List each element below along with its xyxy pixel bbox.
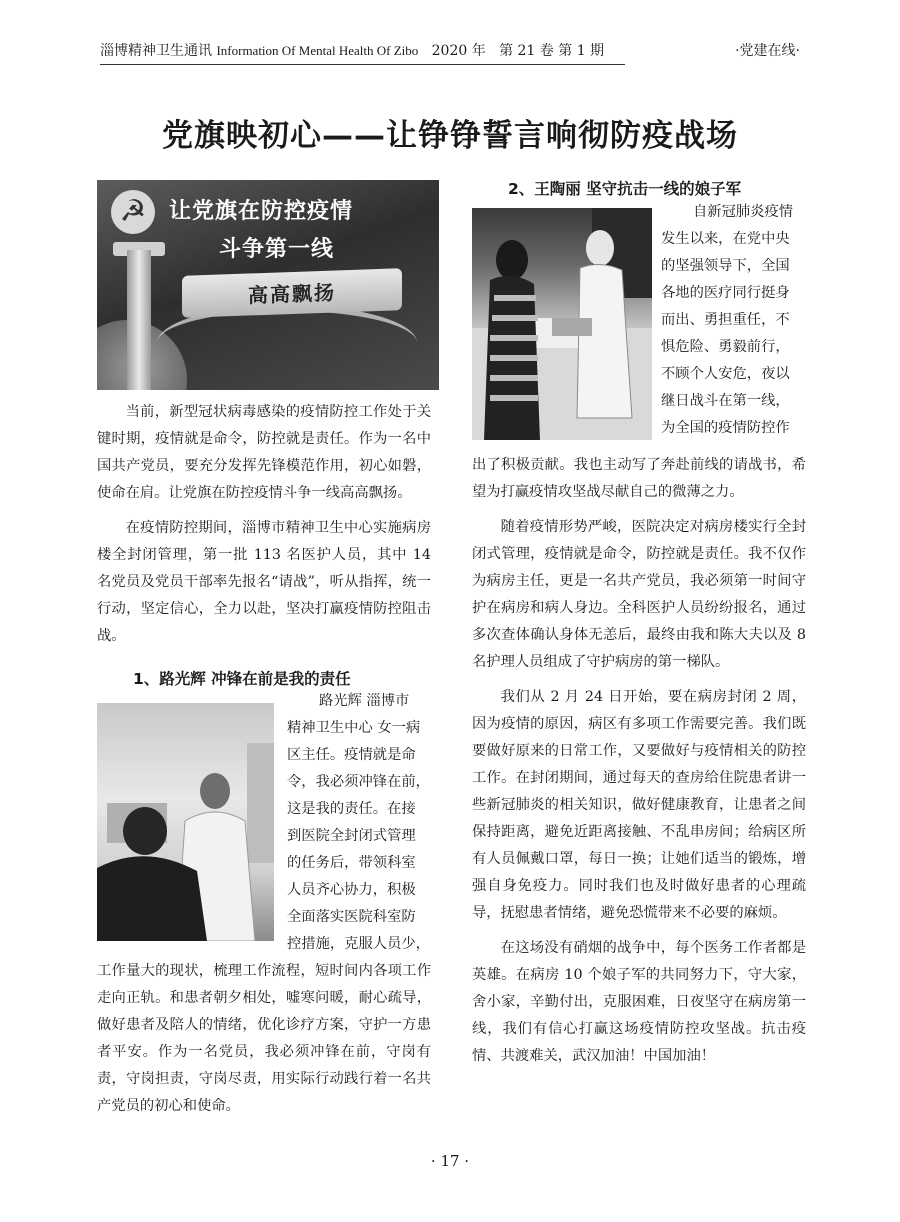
party-flag-banner [97,180,439,390]
banner-line-3: 高高飘扬 [248,280,336,308]
s2-line: 继日战斗在第一线， [661,393,790,409]
s1-line: 区主任。疫情就是命 [287,747,416,763]
s1-line: 控措施，克服人员少， [287,936,430,952]
doctor-photo [97,703,274,941]
journal-year: 2020 年 [431,43,486,59]
s2-line: 惧危险、勇毅前行， [661,339,790,355]
hammer-sickle-icon: ☭ [111,190,155,234]
ornamental-column [127,250,151,390]
s2-line: 自新冠肺炎疫情 [693,204,794,220]
s2-line: 各地的医疗同行挺身 [661,285,790,301]
article-title: 党旗映初心——让铮铮誓言响彻防疫战场 [162,118,738,154]
s1-line: 令，我必须冲锋在前， [287,774,430,790]
s1-line: 的任务后，带领科室 [287,855,416,871]
banner-line-1: 让党旗在防控疫情 [169,199,354,224]
s1-line: 这是我的责任。在接 [287,801,416,817]
running-header [100,40,604,60]
section-1-wrapped-text [287,688,437,958]
nurse-photo [472,208,652,440]
doctor-photo-graphic [97,703,274,941]
section-label: ·党建在线· [735,43,800,59]
intro-paragraph-1: 当前，新型冠状病毒感染的疫情防控工作处于关键时期，疫情就是命令，防控就是责任。作为一名中国共产党员，要充分发挥先锋模范作用，初心如磐，使命在肩。让党旗在防控疫情斗争一线高高飘扬。 [97,404,431,501]
s2-line: 发生以来，在党中央 [661,231,790,247]
banner-ribbon [182,268,402,318]
s1-line: 精神卫生中心 女一病 [287,720,421,736]
section-2-text [472,452,806,1070]
section-2-paragraph-3: 我们从 2 月 24 日开始，要在病房封闭 2 周，因为疫情的原因，病区有多项工作需要完善。我们既要做好原来的日常工作，又要做好与疫情相关的防控工作。在封闭期间，通过每天的查房给住院患者讲一些新冠肺炎的相关知识，做好健康教育，让患者之间保持距离，避免近距离接触、不乱串房间；给病区所有人员佩戴口罩，每日一换；让她们适当的锻炼，增强自身免疫力。同时我们也及时做好患者的心理疏导，抚慰患者情绪，避免恐慌带来不必要的麻烦。 [472,689,806,921]
s1-line: 人员齐心协力，积极 [287,882,416,898]
banner-line-2: 斗争第一线 [219,237,335,262]
section-heading-1: 1、路光辉 冲锋在前是我的责任 [133,670,351,688]
journal-issue: 第 1 期 [558,43,605,59]
section-2-wrapped-text [661,199,811,442]
s2-line: 为全国的疫情防控作 [661,420,790,436]
nurse-photo-graphic [472,208,652,440]
s2-line: 而出、勇担重任，不 [661,312,790,328]
s1-line: 全面落实医院科室防 [287,909,416,925]
section-heading-2: 2、王陶丽 坚守抗击一线的娘子军 [508,180,742,198]
s2-line: 不顾个人安危，夜以 [661,366,790,382]
journal-name-en: Information Of Mental Health Of Zibo [216,43,419,58]
s2-line: 的坚强领导下，全国 [661,258,790,274]
section-1-text [97,958,431,1120]
intro-text [97,399,431,650]
page-number: · 17 · [430,1152,470,1170]
journal-volume: 第 21 卷 [499,43,554,59]
section-2-paragraph-4: 在这场没有硝烟的战争中，每个医务工作者都是英雄。在病房 10 个娘子军的共同努力下，守大家，舍小家，辛勤付出，克服困难，日夜坚守在病房第一线，我们有信心打赢这场疫情防控攻坚战。抗击疫情、共渡难关，武汉加油！中国加油！ [472,940,806,1064]
section-1-continuation: 工作量大的现状，梳理工作流程，短时间内各项工作走向正轨。和患者朝夕相处，嘘寒问暖，耐心疏导，做好患者及陪人的情绪，优化诊疗方案，守护一方患者平安。作为一名党员，我必须冲锋在前，守岗有责，守岗担责，守岗尽责，用实际行动践行着一名共产党员的初心和使命。 [97,963,431,1114]
s1-line: 路光辉 淄博市 [319,693,410,709]
section-2-continuation: 出了积极贡献。我也主动写了奔赴前线的请战书，希望为打赢疫情攻坚战尽献自己的微薄之力。 [472,457,806,500]
intro-paragraph-2: 在疫情防控期间，淄博市精神卫生中心实施病房楼全封闭管理，第一批 113 名医护人员，其中 14 名党员及党员干部率先报名“请战”，听从指挥，统一行动，坚定信心，全力以赴，坚决打赢疫情防控阻击战。 [97,520,431,644]
s1-line: 到医院全封闭式管理 [287,828,416,844]
section-2-paragraph-2: 随着疫情形势严峻，医院决定对病房楼实行全封闭式管理，疫情就是命令，防控就是责任。我不仅作为病房主任，更是一名共产党员，我必须第一时间守护在病房和病人身边。全科医护人员纷纷报名，通过多次查体确认身体无恙后，最终由我和陈大夫以及 8 名护理人员组成了守护病房的第一梯队。 [472,519,806,670]
journal-name-cn: 淄博精神卫生通讯 [100,43,212,59]
header-rule [100,64,625,65]
